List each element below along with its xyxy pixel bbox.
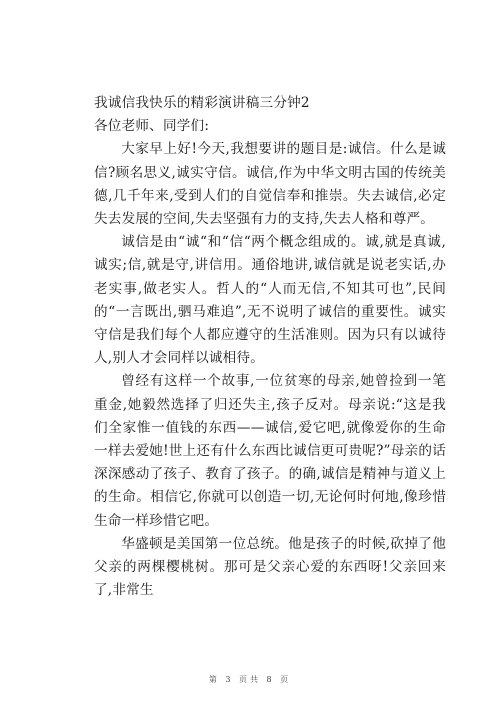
paragraph-4: 华盛顿是美国第一位总统。他是孩子的时候,砍掉了他父亲的两棵樱桃树。那可是父亲心爱的东西呀!父亲回来了,非常生 — [94, 535, 446, 599]
document-body — [94, 92, 446, 602]
paragraph-2: 诚信是由“诚“和“信“两个概念组成的。诚,就是真诚,诚实;信,就是守,讲信用。通俗地讲,诚信就是说老实话,办老实事,做老实人。哲人的“人而无信,不知其可也”,民间的“一言既出,驷马难追”,无不说明了诚信的重要性。诚实守信是我们每个人都应遵守的生活准则。因为只有以诚待人,别人才会同样以诚相待。 — [94, 234, 446, 367]
document-title: 我诚信我快乐的精彩演讲稿三分钟2 — [94, 95, 310, 111]
salutation: 各位老师、同学们: — [94, 118, 210, 135]
paragraph-3: 曾经有这样一个故事,一位贫寒的母亲,她曾捡到一笔重金,她毅然选择了归还失主,孩子反对。母亲说:“这是我们全家惟一值钱的东西——诚信,爱它吧,就像爱你的生命一样去爱她!世上还有什么东西比诚信更可贵呢?”母亲的话深深感动了孩子、教育了孩子。的确,诚信是精神与道义上的生命。相信它,你就可以创造一切,无论何时何地,像珍惜生命一样珍惜它吧。 — [94, 373, 446, 529]
paragraph-1: 大家早上好!今天,我想要讲的题目是:诚信。什么是诚信?顾名思义,诚实守信。诚信,作为中华文明古国的传统美德,几千年来,受到人们的自觉信奉和推崇。失去诚信,必定失去发展的空间,失去坚强有力的支持,失去人格和尊严。 — [94, 141, 446, 228]
page-number-footer: 第 3 页共 8 页 — [208, 675, 292, 684]
